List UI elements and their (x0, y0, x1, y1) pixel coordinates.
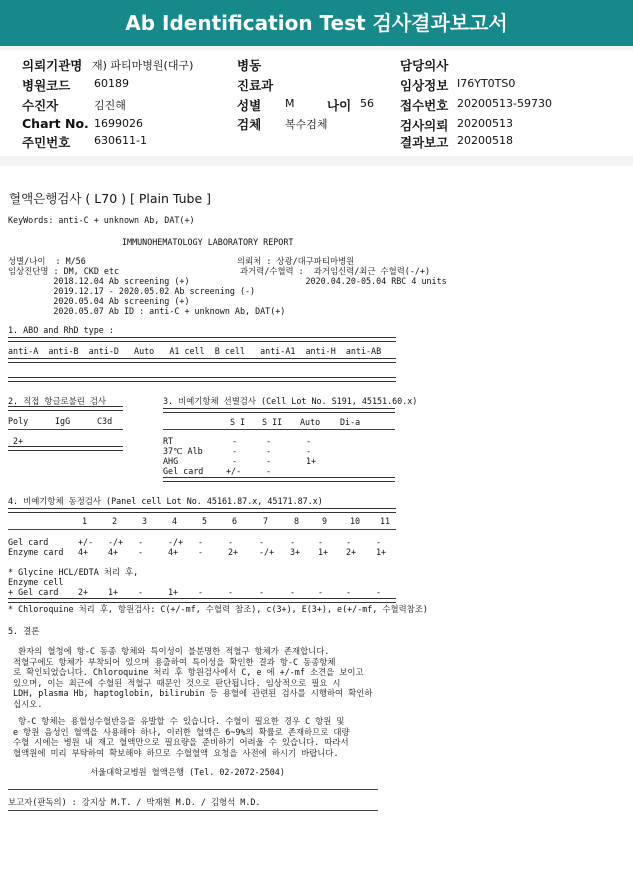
field-value-specimen: 복수검체 (285, 118, 328, 131)
dat-header-poly: Poly (8, 416, 29, 426)
screen-value: - (306, 446, 312, 456)
field-value-receipt-no: 20200513-59730 (457, 97, 552, 110)
reporters: 보고자(판독의) : 강지상 M.T. / 박재현 M.D. / 김형석 M.D. (8, 797, 261, 807)
screen-header-auto: Auto (300, 417, 321, 427)
panel-result: - (228, 537, 234, 547)
glycine-subtitle: Enzyme cell (8, 577, 64, 587)
field-value-report-date: 20200518 (457, 134, 513, 147)
panel-result: - (138, 537, 144, 547)
panel-result: - (318, 537, 324, 547)
divider (8, 358, 396, 363)
glycine-result: - (198, 587, 204, 597)
panel-cell-number: 4 (172, 516, 178, 526)
panel-result: 3+ (290, 547, 301, 557)
screen-header-dia: Di-a (340, 417, 361, 427)
lab-report-title: IMMUNOHEMATOLOGY LABORATORY REPORT (122, 237, 294, 247)
panel-result: 4+ (108, 547, 119, 557)
panel-result: 2+ (228, 547, 239, 557)
glycine-result: 2+ (78, 587, 89, 597)
glycine-result: - (138, 587, 144, 597)
panel-result: -/+ (259, 547, 275, 557)
chloroquine-note: * Chloroquine 처리 후, 항원검사: C(+/-mf, 수혈력 참조), c(3+), E(3+), e(+/-mf, 수혈력참조) (8, 604, 428, 614)
screen-phase: Gel card (163, 466, 204, 476)
panel-result: -/+ (168, 537, 184, 547)
field-label-receipt-no: 접수번호 (400, 98, 449, 113)
panel-cell-number: 5 (202, 516, 208, 526)
panel-result: - (290, 537, 296, 547)
divider (8, 429, 123, 430)
panel-cell-number: 11 (380, 516, 391, 526)
screen-header-sii: S II (262, 417, 283, 427)
conclusion-line: 있으며, 이는 최근에 수혈된 적혈구 때문인 것으로 판단됩니다. 임상적으로 필요 시 (8, 678, 341, 688)
screen-value: - (266, 446, 272, 456)
glycine-title: * Glycine HCL/EDTA 처리 후, (8, 567, 139, 577)
panel-result: 1+ (376, 547, 387, 557)
conclusion-line: 십시오. (8, 699, 43, 709)
glycine-result: - (290, 587, 296, 597)
conclusion-line: 항-C 항체는 용혈성수혈반응을 유발할 수 있습니다. 수혈이 필요한 경우 C 항원 및 (8, 716, 345, 726)
blood-bank-contact: 서울대학교병원 혈액은행 (Tel. 02-2072-2504) (90, 767, 285, 777)
screen-value: - (232, 456, 238, 466)
divider (8, 446, 123, 451)
panel-cell-number: 3 (142, 516, 148, 526)
panel-cell-number: 8 (294, 516, 300, 526)
field-label-hospital-code: 병원코드 (22, 78, 71, 93)
panel-result: - (198, 547, 204, 557)
field-label-doctor: 담당의사 (400, 58, 449, 73)
field-label-ward: 병동 (237, 58, 262, 73)
screen-value: +/- (226, 466, 242, 476)
field-value-sex: M (285, 97, 295, 110)
abo-headers: anti-A anti-B anti-D Auto A1 cell B cell anti-A1 anti-H anti-AB (8, 346, 382, 356)
field-label-age: 나이 (327, 98, 352, 113)
conclusion-line: 로 확인되었습니다. Chloroquine 처리 후 항원검사에서 C, e 에 +/-mf 소견을 보이고 (8, 667, 364, 677)
divider (8, 508, 396, 513)
section-title: 혈액은행검사 ( L70 ) [ Plain Tube ] (9, 191, 211, 206)
glycine-result: 1+ (108, 587, 119, 597)
screen-header-si: S I (230, 417, 246, 427)
conclusion-line: e 항원 음성인 혈액을 사용해야 하나, 이러한 혈액은 6~9%의 확률로 존재하므로 대량 (8, 727, 350, 737)
screen-value: - (266, 436, 272, 446)
field-value-institution: 재) 파티마병원(대구) (92, 59, 194, 72)
glycine-result: - (318, 587, 324, 597)
screen-phase: RT (163, 436, 174, 446)
glycine-result: 1+ (168, 587, 179, 597)
panel-result: +/- (78, 537, 94, 547)
panel-result: 1+ (318, 547, 329, 557)
field-value-age: 56 (360, 97, 374, 110)
divider (163, 477, 395, 482)
divider (8, 789, 378, 790)
divider (8, 337, 396, 342)
abo-title: 1. ABO and RhD type : (8, 325, 114, 335)
info-line: 2018.12.04 Ab screening (+) 2020.04.20-05.04 RBC 4 units (8, 276, 447, 286)
field-label-institution: 의뢰기관명 (22, 58, 83, 73)
panel-result: - (198, 537, 204, 547)
panel-result: 4+ (78, 547, 89, 557)
field-value-hospital-code: 60189 (94, 77, 129, 90)
panel-result: 4+ (168, 547, 179, 557)
conclusion-line: 환자의 혈청에 항-C 동종 항체와 특이성이 불분명한 적혈구 항체가 존재합니다. (8, 646, 330, 656)
panel-result: - (346, 537, 352, 547)
field-label-specimen: 검체 (237, 117, 262, 132)
field-value-clinical-info: I76YT0TS0 (457, 77, 516, 90)
glycine-result: - (346, 587, 352, 597)
field-value-resident-no: 630611-1 (94, 134, 147, 147)
info-line: 임상진단명 : DM, CKD etc 과거력/수혈력 : 과거임신력/최근 수혈력(-/+) (8, 266, 431, 276)
divider (8, 598, 396, 603)
panel-cell-number: 7 (263, 516, 269, 526)
divider (8, 406, 123, 411)
panel-cell-number: 6 (232, 516, 238, 526)
conclusion-title: 5. 결론 (8, 626, 40, 636)
field-label-chart-no: Chart No. (22, 116, 89, 131)
conclusion-line: 혈액원에 미리 부탁하여 확보해야 하므로 수혈혈액 요청을 사전에 하시기 바랍니다. (8, 748, 339, 758)
panel-result: 2+ (346, 547, 357, 557)
glycine-result: - (376, 587, 382, 597)
dat-value-poly: 2+ (13, 436, 24, 446)
conclusion-line: 수혈 시에는 병원 내 재고 혈액만으로 필요량을 준비하기 어려울 수 있습니다. 따라서 (8, 737, 349, 747)
screen-value: - (266, 456, 272, 466)
field-label-sex: 성별 (237, 98, 262, 113)
dat-title: 2. 직접 항글로불린 검사 (8, 396, 107, 406)
panel-row-label: Enzyme card (8, 547, 64, 557)
screen-value: - (266, 466, 272, 476)
screen-value: - (232, 436, 238, 446)
field-value-request-date: 20200513 (457, 117, 513, 130)
field-value-patient: 김진해 (94, 99, 126, 112)
field-label-patient: 수진자 (22, 98, 59, 113)
glycine-result: - (259, 587, 265, 597)
panel-cell-number: 9 (322, 516, 328, 526)
panel-result: - (376, 537, 382, 547)
glycine-result: - (228, 587, 234, 597)
glycine-row-label: + Gel card (8, 587, 59, 597)
screen-value: - (306, 436, 312, 446)
screen-value: 1+ (306, 456, 317, 466)
divider (8, 529, 396, 530)
screen-value: - (232, 446, 238, 456)
info-line: 성별/나이 : M/56 의뢰처 : 상광/대구파티마병원 (8, 256, 355, 266)
screen-title: 3. 비예기항체 선별검사 (Cell Lot No. S191, 45151.60.x) (163, 396, 418, 406)
info-line: 2020.05.07 Ab ID : anti-C + unknown Ab, DAT(+) (8, 306, 286, 316)
panel-result: - (259, 537, 265, 547)
screen-phase: AHG (163, 456, 179, 466)
panel-cell-number: 1 (82, 516, 88, 526)
panel-title: 4. 비예기항체 동정검사 (Panel cell Lot No. 45161.87.x, 45171.87.x) (8, 496, 323, 506)
divider (163, 408, 395, 413)
field-value-chart-no: 1699026 (94, 117, 143, 130)
panel-cell-number: 10 (350, 516, 361, 526)
field-label-resident-no: 주민번호 (22, 135, 71, 150)
panel-result: -/+ (108, 537, 124, 547)
conclusion-line: 적혈구에도 항체가 부착되어 있으며 용출하여 특이성을 확인한 결과 항-C 동종항체 (8, 657, 336, 667)
divider (8, 377, 396, 382)
panel-cell-number: 2 (112, 516, 118, 526)
field-label-request-date: 검사의뢰 (400, 118, 449, 133)
dat-header-c3d: C3d (97, 416, 113, 426)
divider (8, 810, 378, 811)
conclusion-line: LDH, plasma Hb, haptoglobin, bilirubin 등 용혈에 관련된 검사를 시행하여 확인하 (8, 688, 373, 698)
info-line: 2019.12.17 - 2020.05.02 Ab screening (-) (8, 286, 256, 296)
panel-row-label: Gel card (8, 537, 49, 547)
divider (163, 429, 395, 430)
field-label-clinical-info: 임상정보 (400, 78, 449, 93)
dat-header-igg: IgG (55, 416, 71, 426)
panel-result: - (138, 547, 144, 557)
info-line: 2020.05.04 Ab screening (+) (8, 296, 190, 306)
keywords: KeyWords: anti-C + unknown Ab, DAT(+) (8, 215, 195, 225)
field-label-report-date: 결과보고 (400, 135, 449, 150)
field-label-department: 진료과 (237, 78, 274, 93)
screen-phase: 37℃ Alb (163, 446, 203, 456)
report-title: Ab Identification Test 검사결과보고서 (125, 11, 508, 35)
